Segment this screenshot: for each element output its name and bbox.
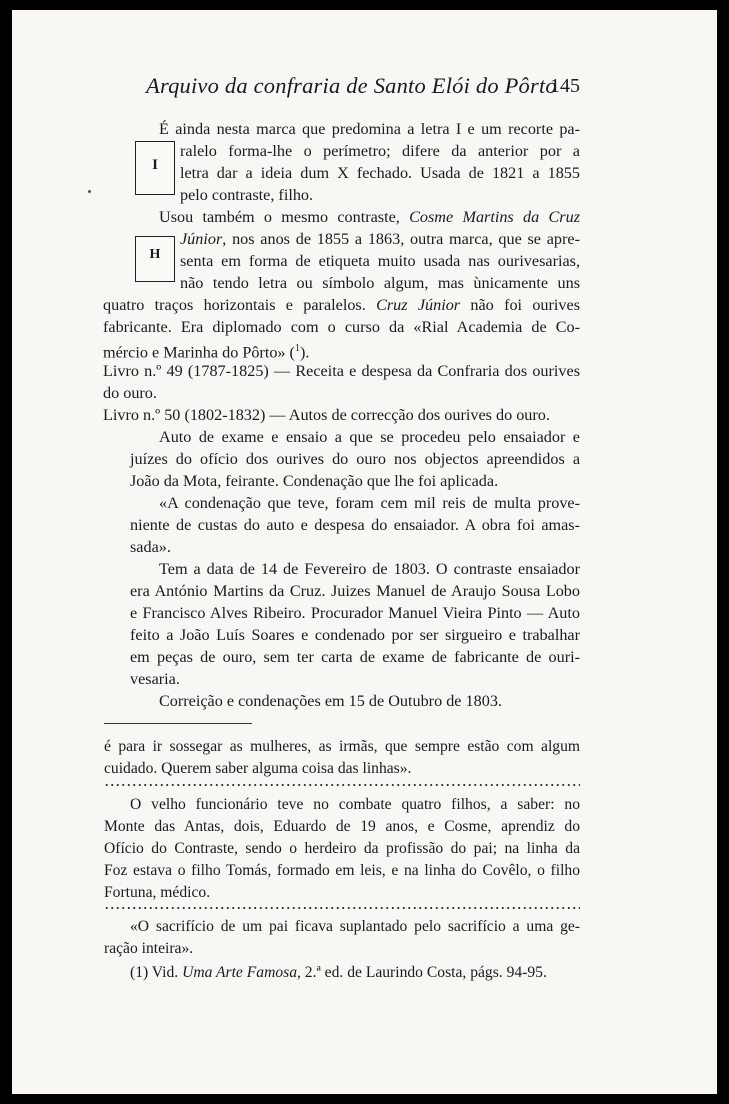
book-page bbox=[12, 10, 717, 1094]
hallmark-letter-i-icon: I bbox=[152, 157, 158, 173]
body-line: João da Mota, feirante. Condenação que lhe foi aplicada. bbox=[130, 472, 499, 490]
hallmark-letter-h-icon: H bbox=[149, 247, 161, 262]
body-line: Auto de exame e ensaio a que se procedeu pelo ensaiador e bbox=[159, 428, 580, 446]
footnote-line: cuidado. Querem saber alguma coisa das linhas». bbox=[104, 760, 412, 777]
footnote-line: é para ir sossegar as mulheres, as irmãs, que sempre estão com algum bbox=[104, 738, 580, 755]
print-speck bbox=[88, 190, 91, 193]
body-line: Júnior, nos anos de 1855 a 1863, outra marca, que se apre- bbox=[180, 230, 580, 248]
hallmark-box-2 bbox=[135, 236, 175, 282]
body-line: quatro traços horizontais e paralelos. Cruz Júnior não foi ourives bbox=[103, 296, 580, 314]
body-line: juízes do ofício dos ourives do ouro nos objectos apreendidos a bbox=[130, 450, 580, 468]
running-title: Arquivo da confraria de Santo Elói do Pôrto bbox=[146, 73, 557, 98]
body-line: não tendo letra ou símbolo algum, mas ùnicamente uns bbox=[180, 274, 580, 292]
body-line: e Francisco Alves Ribeiro. Procurador Manuel Vieira Pinto — Auto bbox=[130, 604, 580, 622]
dotted-ellipsis-line bbox=[104, 905, 580, 915]
body-line: mércio e Marinha do Pôrto» ($^1$). bbox=[103, 343, 310, 362]
body-line: Tem a data de 14 de Fevereiro de 1803. O contraste ensaiador bbox=[159, 560, 580, 578]
body-line: ralelo forma-lhe o perímetro; difere da anterior por a bbox=[180, 142, 580, 160]
body-line: era António Martins da Cruz. Juizes Manuel de Araujo Sousa Lobo bbox=[130, 582, 580, 600]
footnote-line: Monte das Antas, dois, Eduardo de 19 anos, e Cosme, aprendiz do bbox=[104, 818, 580, 835]
body-line: do ouro. bbox=[103, 384, 157, 402]
footnote-line: O velho funcionário teve no combate quatro filhos, a saber: no bbox=[130, 796, 580, 813]
footnote-line: «O sacrifício de um pai ficava suplantado pelo sacrifício a uma ge- bbox=[130, 918, 580, 935]
footnote-line: Fortuna, médico. bbox=[104, 884, 211, 901]
dotted-ellipsis-line bbox=[104, 782, 580, 792]
footnote-line: Foz estava o filho Tomás, formado em leis, e na linha do Covêlo, o filho bbox=[104, 862, 580, 879]
body-line: sada». bbox=[130, 538, 171, 556]
body-line: niente de custas do auto e despesa do ensaiador. A obra foi amas- bbox=[130, 516, 580, 534]
body-line: Correição e condenações em 15 de Outubro de 1803. bbox=[159, 692, 502, 710]
body-line: feito a João Luís Soares e condenado por ser sirgueiro e trabalhar bbox=[130, 626, 580, 644]
body-line: letra dar a ideia dum X fechado. Usada de 1821 a 1855 bbox=[180, 164, 580, 182]
footnote-separator bbox=[104, 723, 252, 724]
running-header bbox=[12, 73, 717, 105]
footnote-citation: (1) Vid. Uma Arte Famosa, 2.ª ed. de Laurindo Costa, págs. 94-95. bbox=[130, 964, 547, 981]
body-line: Livro n.º 49 (1787-1825) — Receita e despesa da Confraria dos ourives bbox=[103, 362, 580, 380]
body-line: fabricante. Era diplomado com o curso da «Rial Academia de Co- bbox=[103, 318, 580, 336]
body-line: É ainda nesta marca que predomina a letra I e um recorte pa- bbox=[159, 120, 580, 138]
footnote-ref: 1 bbox=[294, 343, 300, 354]
body-line: vesaria. bbox=[130, 670, 180, 688]
body-line: Usou também o mesmo contraste, Cosme Martins da Cruz bbox=[159, 208, 580, 226]
body-line: Livro n.º 50 (1802-1832) — Autos de correcção dos ourives do ouro. bbox=[103, 406, 550, 424]
body-line: «A condenação que teve, foram cem mil reis de multa prove- bbox=[159, 494, 580, 512]
footnote-line: ração inteira». bbox=[104, 940, 194, 957]
body-line: senta em forma de etiqueta muito usada nas ourivesarias, bbox=[180, 252, 580, 270]
body-line: em peças de ouro, sem ter carta de exame de fabricante de ouri- bbox=[130, 648, 580, 666]
body-line: pelo contraste, filho. bbox=[180, 186, 314, 204]
page-number: 145 bbox=[550, 75, 580, 97]
footnote-line: Ofício do Contraste, sendo o herdeiro da profissão do pai; na linha da bbox=[104, 840, 580, 857]
hallmark-box-1 bbox=[135, 141, 175, 195]
